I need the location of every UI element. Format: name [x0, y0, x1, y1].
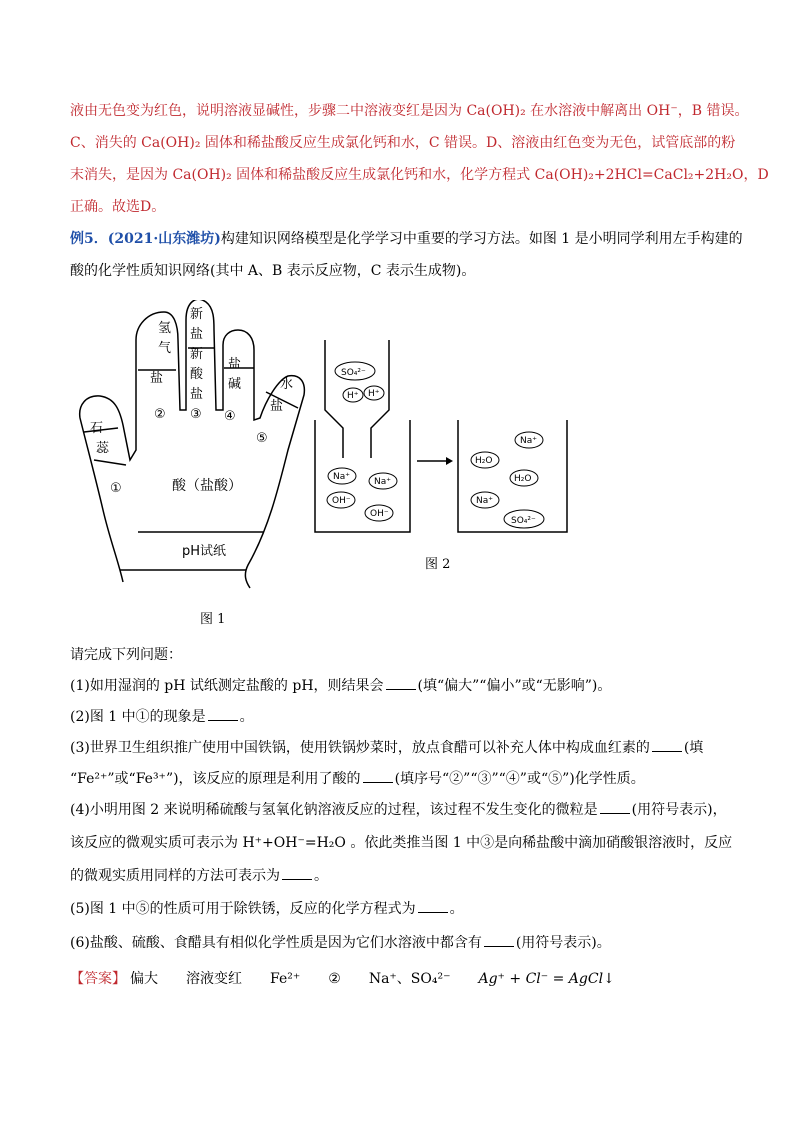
q5-text-a: (5)图 1 中⑤的性质可用于除铁锈，反应的化学方程式为 — [70, 901, 416, 917]
question-5 — [70, 899, 464, 919]
ion-oh-1: OH⁻ — [332, 496, 351, 506]
thumb-top: 石 — [90, 421, 104, 436]
ion-na-2: Na⁺ — [374, 477, 391, 487]
explanation-line-4: 正确。故选D。 — [70, 199, 166, 215]
answer-3: Fe²⁺ — [270, 971, 301, 987]
q2-blank[interactable] — [208, 708, 238, 721]
circle-4: ④ — [224, 409, 236, 424]
ion-na-3: Na⁺ — [520, 436, 537, 446]
question-2 — [70, 707, 254, 727]
answer-6: Ag⁺ + Cl⁻ = AgCl↓ — [478, 971, 615, 987]
example-label: 例5．(2021·山东潍坊) — [70, 231, 221, 247]
circle-3: ③ — [190, 407, 202, 422]
finger3-e: 盐 — [190, 387, 204, 402]
ion-so4-left: SO₄²⁻ — [341, 368, 366, 378]
question-3 — [70, 738, 703, 758]
question-4 — [70, 800, 727, 820]
ion-h-2: H⁺ — [368, 389, 380, 399]
wrist-label: pH试纸 — [182, 544, 227, 559]
q3-text-b: (填 — [683, 740, 704, 756]
example-text-2: 酸的化学性质知识网络(其中 A、B 表示反应物，C 表示生成物)。 — [70, 263, 476, 279]
q5-text-b: 。 — [449, 901, 464, 917]
q4-text-b: (用符号表示)， — [631, 802, 727, 818]
q3-blank-2[interactable] — [363, 770, 393, 783]
answer-tag: 【答案】 — [70, 971, 126, 987]
explanation-line-1: 液由无色变为红色，说明溶液显碱性，步骤二中溶液变红是因为 Ca(OH)₂ 在水溶液中解离出 OH⁻，B 错误。 — [70, 103, 749, 119]
q4-blank-2[interactable] — [282, 867, 312, 880]
q2-text-b: 。 — [239, 709, 254, 725]
answer-5: Na⁺、SO₄²⁻ — [368, 971, 451, 987]
thumb-bottom: 蕊 — [96, 441, 110, 456]
answer-row — [70, 968, 643, 988]
q3-text-d: (填序号“②”“③”“④”或“⑤”)化学性质。 — [394, 771, 645, 787]
answer-4: ② — [328, 971, 341, 987]
finger2-b: 气 — [158, 341, 172, 356]
question-3-cont — [70, 769, 645, 789]
finger4-a: 盐 — [228, 357, 242, 372]
finger3-b: 盐 — [190, 327, 204, 342]
q4-text-e: 。 — [314, 868, 328, 884]
questions-intro: 请完成下列问题： — [70, 647, 182, 663]
question-4-cont2 — [70, 866, 328, 886]
q3-blank-1[interactable] — [652, 739, 682, 752]
ion-so4-right: SO₄²⁻ — [511, 516, 536, 526]
reaction-diagram — [305, 340, 580, 540]
q1-blank[interactable] — [386, 677, 416, 690]
finger5-b: 盐 — [270, 399, 284, 414]
mol-h2o-2: H₂O — [514, 474, 532, 484]
finger3-c: 新 — [190, 347, 204, 362]
q4-text-d: 的微观实质用同样的方法可表示为 — [70, 868, 280, 884]
q6-blank[interactable] — [484, 934, 514, 947]
ion-oh-2: OH⁻ — [370, 509, 389, 519]
q4-blank-1[interactable] — [600, 801, 630, 814]
figure2-caption: 图 2 — [425, 557, 451, 572]
circle-2: ② — [154, 407, 166, 422]
mol-h2o-1: H₂O — [475, 456, 493, 466]
q3-text-c: “Fe²⁺”或“Fe³⁺”)，该反应的原理是利用了酸的 — [70, 771, 361, 787]
finger5-a: 水 — [280, 377, 294, 392]
finger3-a: 新 — [190, 307, 204, 322]
q2-text-a: (2)图 1 中①的现象是 — [70, 709, 206, 725]
q4-text-a: (4)小明用图 2 来说明稀硫酸与氢氧化钠溶液反应的过程，该过程不发生变化的微粒是 — [70, 802, 598, 818]
question-4-cont: 该反应的微观实质可表示为 H⁺+OH⁻=H₂O 。依此类推当图 1 中③是向稀盐酸中滴加硝酸银溶液时，反应 — [70, 835, 733, 851]
explanation-line-2: C、消失的 Ca(OH)₂ 固体和稀盐酸反应生成氯化钙和水，C 错误。D、溶液由红色变为无色，试管底部的粉 — [70, 135, 736, 151]
finger2-c: 盐 — [150, 371, 164, 386]
question-1 — [70, 676, 611, 696]
explanation-line-3: 末消失，是因为 Ca(OH)₂ 固体和稀盐酸反应生成氯化钙和水，化学方程式 Ca(OH)₂+2HCl=CaCl₂+2H₂O，D — [70, 167, 769, 183]
hand-center-label: 酸（盐酸） — [172, 478, 242, 494]
answer-2: 溶液变红 — [186, 971, 242, 987]
q1-text-a: (1)如用湿润的 pH 试纸测定盐酸的 pH，则结果会 — [70, 678, 384, 694]
q3-text-a: (3)世界卫生组织推广使用中国铁锅，使用铁锅炒菜时，放点食醋可以补充人体中构成血红素的 — [70, 740, 650, 756]
ion-na-4: Na⁺ — [476, 496, 493, 506]
q6-text-b: (用符号表示)。 — [515, 935, 611, 951]
q6-text-a: (6)盐酸、硫酸、食醋具有相似化学性质是因为它们水溶液中都含有 — [70, 935, 482, 951]
finger3-d: 酸 — [190, 367, 204, 382]
finger4-b: 碱 — [228, 377, 242, 392]
q1-text-b: (填“偏大”“偏小”或“无影响”)。 — [417, 678, 612, 694]
ion-h-1: H⁺ — [347, 391, 359, 401]
question-6 — [70, 933, 611, 953]
circle-1: ① — [110, 481, 122, 496]
circle-5: ⑤ — [256, 431, 268, 446]
example-text-1: 构建知识网络模型是化学学习中重要的学习方法。如图 1 是小明同学利用左手构建的 — [220, 231, 743, 247]
figure1-caption: 图 1 — [200, 612, 226, 627]
ion-na-1: Na⁺ — [333, 472, 350, 482]
example-intro — [70, 229, 743, 249]
hand-diagram — [78, 300, 308, 590]
answer-1: 偏大 — [130, 971, 158, 987]
q5-blank[interactable] — [418, 900, 448, 913]
finger2-a: 氢 — [158, 321, 172, 336]
